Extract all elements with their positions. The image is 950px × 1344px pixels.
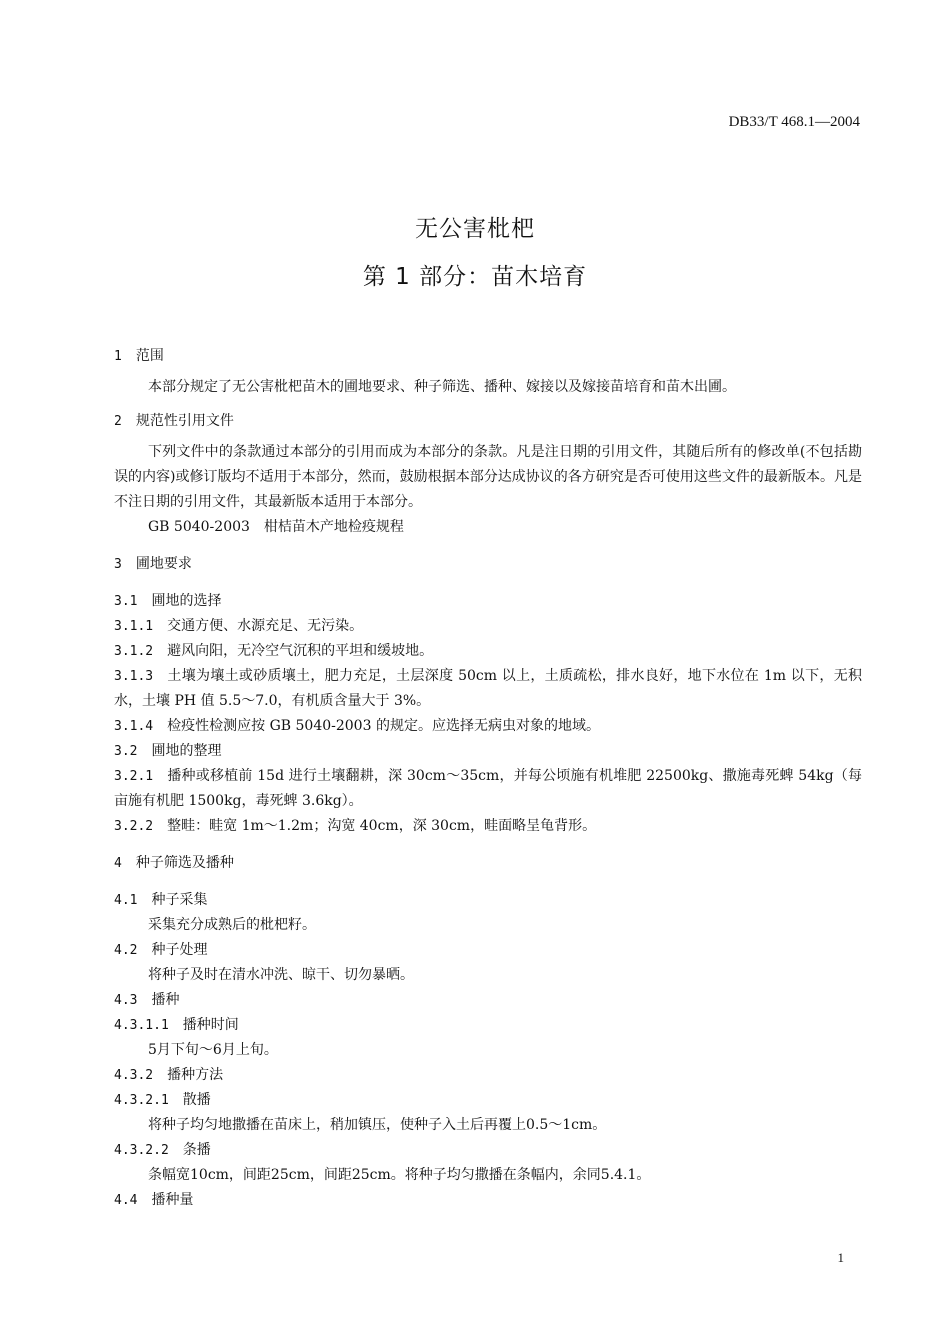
subsection-heading [114,739,862,764]
clause [114,714,862,739]
clause [114,664,862,714]
section-number: 4.4 [114,1193,138,1208]
section-4-heading [114,851,862,876]
section-number: 3.1 [114,594,138,609]
standard-code: DB33/T 468.1—2004 [728,114,860,130]
clause-text: 检疫性检测应按 GB 5040-2003 的规定。应选择无病虫对象的地域。 [167,718,600,734]
document-title: 无公害枇杷 [415,216,535,242]
document-body [114,344,862,1213]
section-number: 4.3 [114,993,138,1008]
page-number: 1 [837,1250,844,1265]
clause [114,639,862,664]
document-subtitle: 第 1 部分：苗木培育 [362,264,588,290]
clause [114,764,862,814]
section-title: 规范性引用文件 [135,413,234,429]
subsection-heading [114,988,862,1013]
paragraph: 将种子均匀地撒播在苗床上，稍加镇压，使种子入土后再覆上0.5～1cm。 [148,1117,607,1133]
clause-text: 整畦：畦宽 1m～1.2m；沟宽 40cm，深 30cm，畦面略呈龟背形。 [167,818,597,834]
paragraph: 条幅宽10cm，间距25cm，间距25cm。将种子均匀撒播在条幅内，余同5.4.1。 [148,1167,651,1183]
section-title: 播种量 [151,1192,194,1208]
section-title: 播种时间 [182,1017,239,1033]
section-title: 圃地的整理 [151,743,222,759]
subsection-heading [114,589,862,614]
section-title: 种子采集 [151,892,208,908]
normative-reference: GB 5040-2003 柑桔苗木产地检疫规程 [148,519,404,535]
section-title: 播种方法 [167,1067,224,1083]
paragraph: 将种子及时在清水冲洗、晾干、切勿暴晒。 [148,967,414,983]
paragraph: 5月下旬～6月上旬。 [148,1042,278,1058]
section-title: 播种 [151,992,180,1008]
subsection-heading [114,1088,862,1113]
clause-number: 3.1.4 [114,719,154,734]
clause-number: 3.1.3 [114,669,154,684]
clause-text: 播种或移植前 15d 进行土壤翻耕，深 30cm～35cm，并每公顷施有机堆肥 22500kg、撒施毒死蜱 54kg（每亩施有机肥 1500kg，毒死蜱 3.6kg）。 [114,768,862,809]
section-number: 4 [114,856,122,871]
section-number: 4.3.1.1 [114,1018,169,1033]
section-number: 3 [114,557,122,572]
clause [114,814,862,839]
section-title: 圃地的选择 [151,593,222,609]
clause-number: 3.1.2 [114,644,154,659]
paragraph: 本部分规定了无公害枇杷苗木的圃地要求、种子筛选、播种、嫁接以及嫁接苗培育和苗木出圃。 [148,379,736,395]
section-title: 条播 [182,1142,211,1158]
section-number: 4.3.2 [114,1068,154,1083]
paragraph: 采集充分成熟后的枇杷籽。 [148,917,316,933]
subsection-heading [114,1138,862,1163]
subsection-heading [114,1063,862,1088]
section-title: 种子筛选及播种 [135,855,234,871]
subsection-heading [114,1188,862,1213]
section-number: 4.1 [114,893,138,908]
section-number: 4.3.2.2 [114,1143,169,1158]
clause [114,614,862,639]
section-number: 3.2 [114,744,138,759]
section-1-heading [114,344,862,369]
section-number: 4.2 [114,943,138,958]
section-title: 圃地要求 [135,556,192,572]
section-number: 4.3.2.1 [114,1093,169,1108]
subsection-heading [114,1013,862,1038]
section-title: 种子处理 [151,942,208,958]
clause-text: 交通方便、水源充足、无污染。 [167,618,364,634]
section-title: 散播 [182,1092,211,1108]
clause-number: 3.2.1 [114,769,154,784]
clause-text: 土壤为壤土或砂质壤土，肥力充足，土层深度 50cm 以上，土质疏松，排水良好，地下水位在 1m 以下，无积水，土壤 PH 值 5.5～7.0，有机质含量大于 3%。 [114,668,862,709]
paragraph: 下列文件中的条款通过本部分的引用而成为本部分的条款。凡是注日期的引用文件，其随后所有的修改单(不包括勘误的内容)或修订版均不适用于本部分，然而，鼓励根据本部分达成协议的各方研究是否可使用这些文件的最新版本。凡是不注日期的引用文件，其最新版本适用于本部分。 [114,444,862,510]
section-title: 范围 [135,348,164,364]
section-number: 2 [114,414,122,429]
clause-number: 3.2.2 [114,819,154,834]
section-3-heading [114,552,862,577]
clause-number: 3.1.1 [114,619,154,634]
clause-text: 避风向阳，无冷空气沉积的平坦和缓坡地。 [167,643,434,659]
section-number: 1 [114,349,122,364]
subsection-heading [114,938,862,963]
section-2-heading [114,409,862,434]
subsection-heading [114,888,862,913]
